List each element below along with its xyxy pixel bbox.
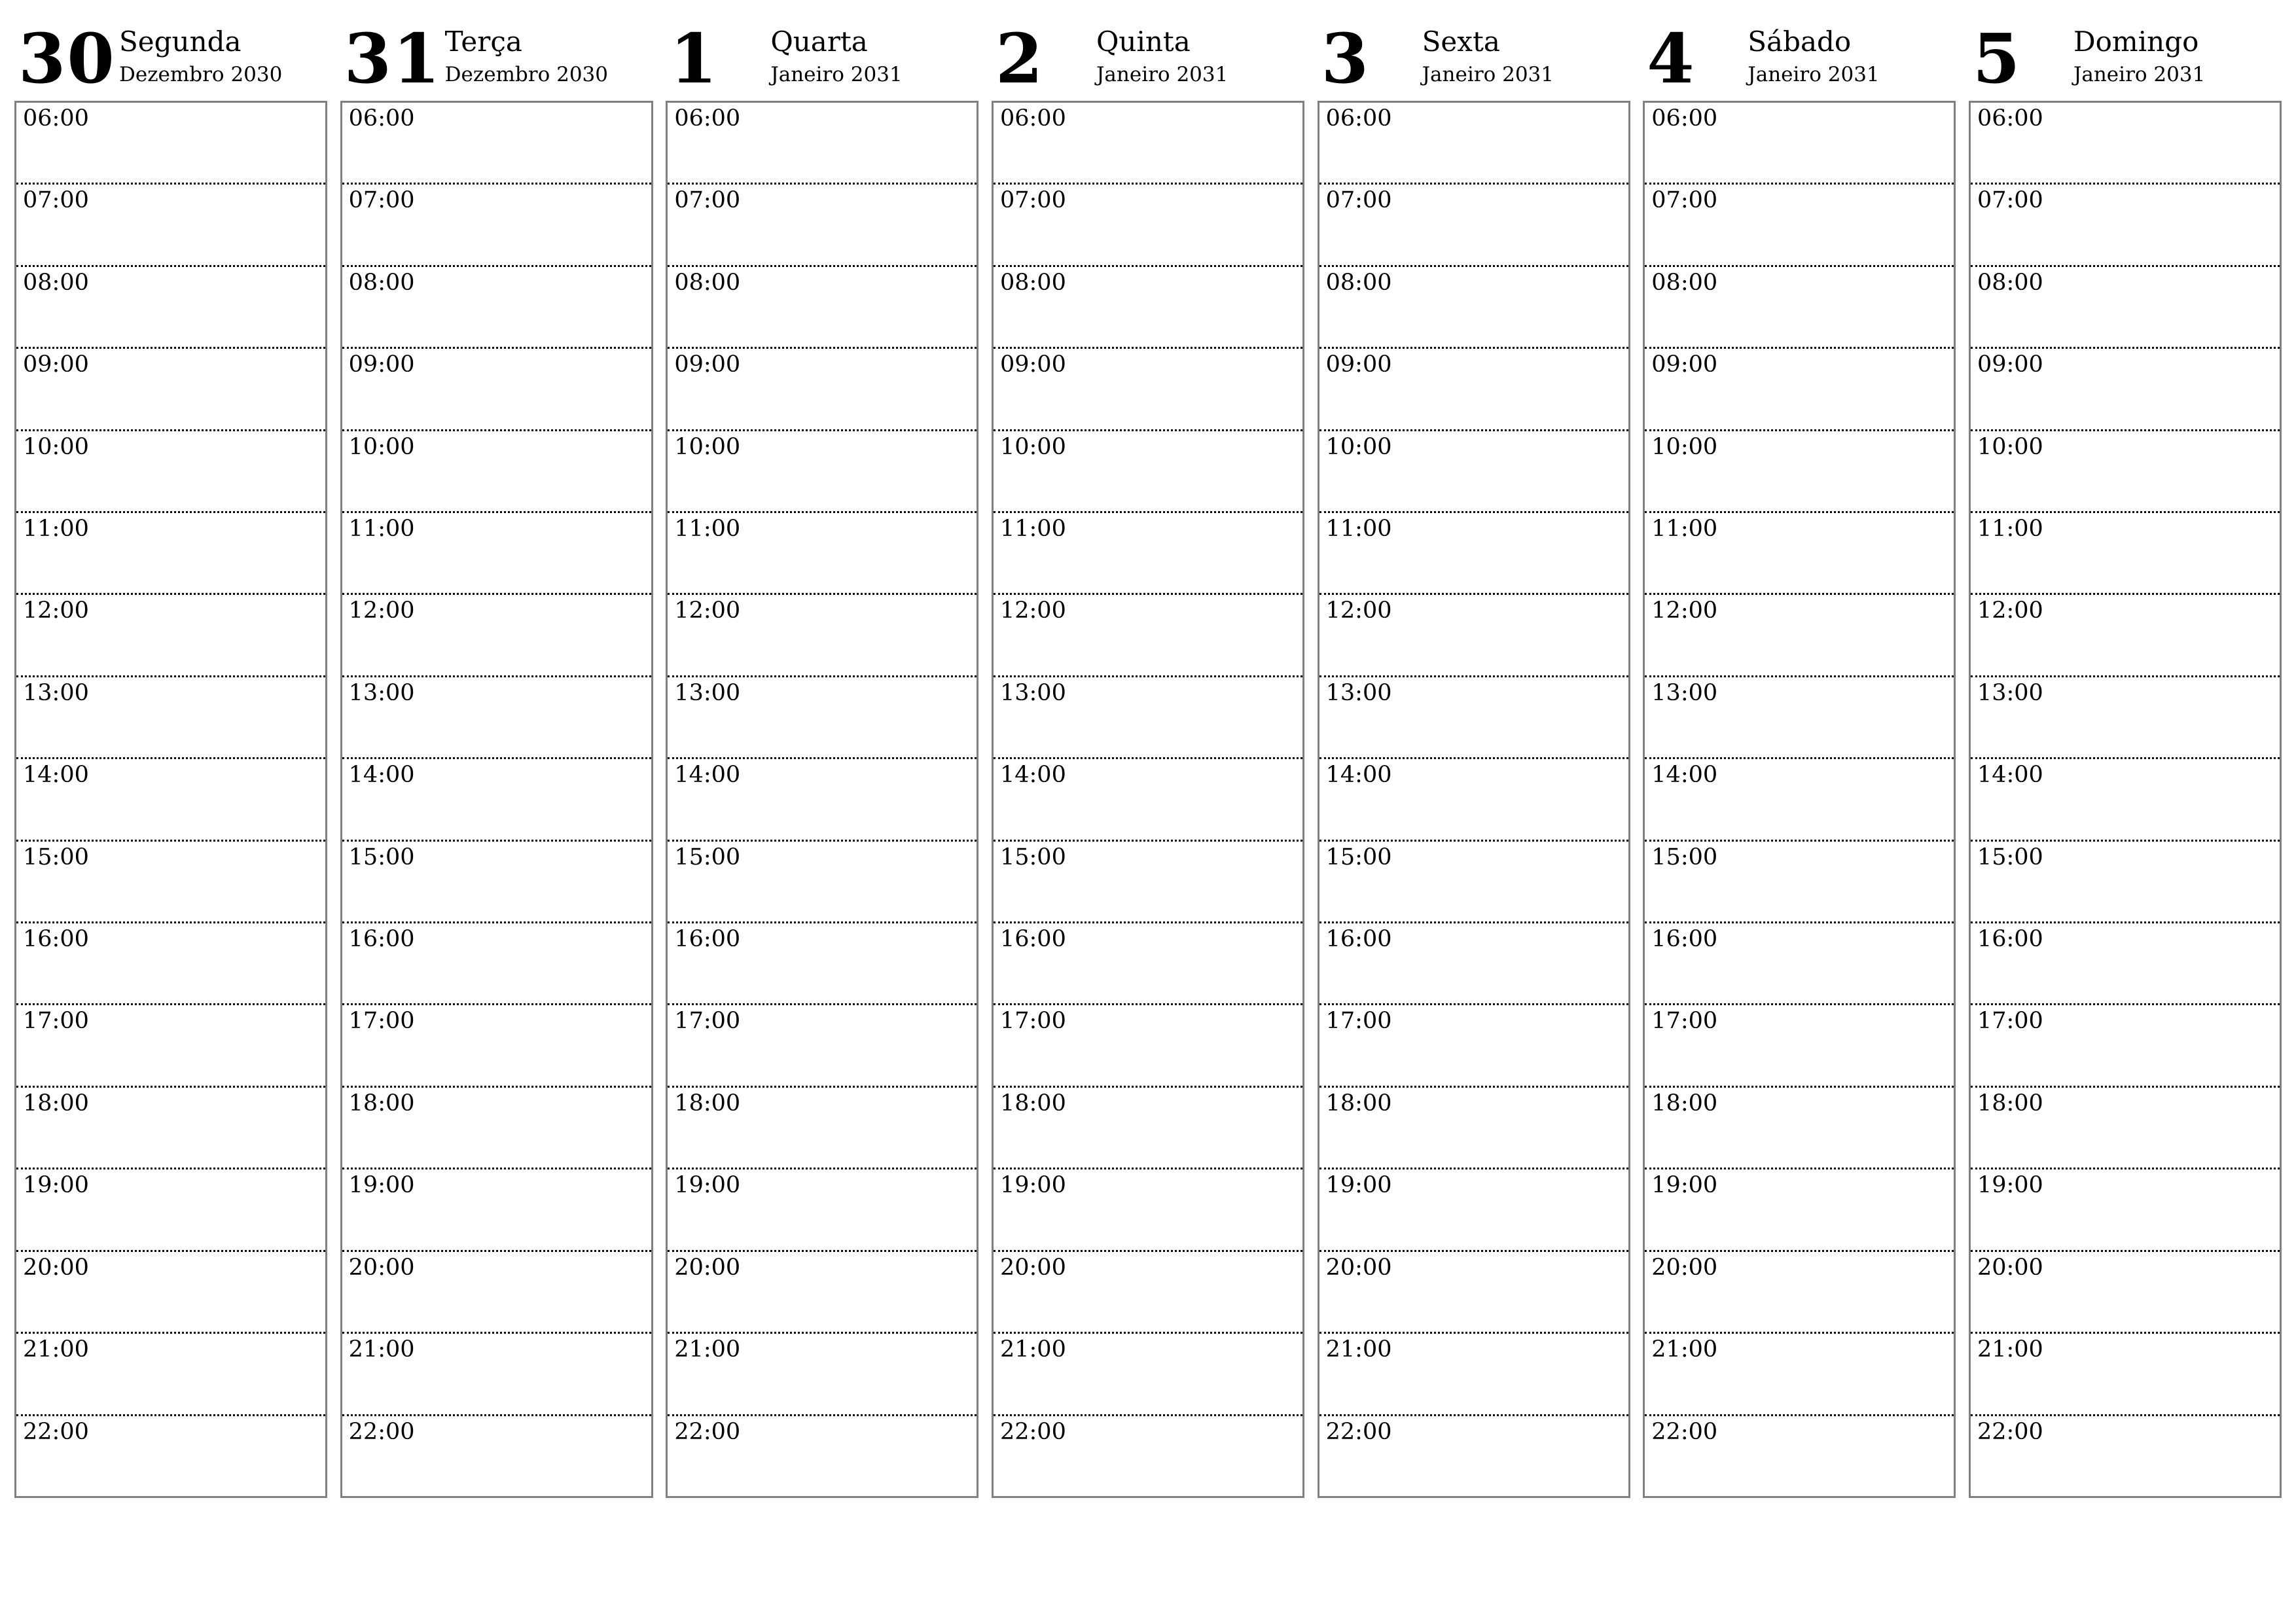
hour-slot[interactable] [342,1252,651,1334]
hour-slot[interactable] [342,1088,651,1169]
hour-slot[interactable] [668,677,977,759]
day-header [992,20,1304,101]
hour-label: 08:00 [23,269,89,296]
hour-label: 17:00 [23,1008,89,1035]
hour-label: 10:00 [999,433,1066,460]
hour-slot[interactable] [1645,349,1954,431]
day-header [340,20,653,101]
weekly-planner [14,20,2282,1499]
day-number: 3 [1321,18,1370,99]
hour-label: 13:00 [1325,679,1392,706]
hour-slot[interactable] [1319,595,1628,677]
weekday-name: Terça [444,26,522,58]
month-year: Janeiro 2031 [1096,63,1229,86]
hour-label: 10:00 [348,433,415,460]
hour-grid [1643,101,1956,1498]
hour-label: 20:00 [1651,1254,1718,1281]
hour-slot[interactable] [1971,431,2280,513]
hour-slot[interactable] [16,923,325,1005]
hour-label: 19:00 [1651,1172,1718,1199]
day-column [340,20,653,1499]
hour-label: 07:00 [674,187,741,214]
hour-label: 07:00 [23,187,89,214]
hour-label: 12:00 [1651,597,1718,624]
hour-label: 16:00 [1651,926,1718,953]
hour-label: 06:00 [23,105,89,132]
hour-label: 11:00 [1651,516,1718,543]
hour-label: 17:00 [1651,1008,1718,1035]
hour-label: 09:00 [348,351,415,378]
hour-label: 12:00 [674,597,741,624]
weekday-name: Domingo [2073,26,2199,58]
hour-slot[interactable] [1971,1334,2280,1416]
hour-slot[interactable] [1645,759,1954,841]
hour-slot[interactable] [668,923,977,1005]
hour-label: 15:00 [1651,844,1718,870]
hour-label: 15:00 [674,844,741,870]
hour-label: 09:00 [1977,351,2043,378]
hour-grid [666,101,978,1498]
month-year: Dezembro 2030 [119,63,283,86]
hour-slot[interactable] [668,267,977,349]
hour-label: 20:00 [1977,1254,2043,1281]
hour-slot[interactable] [1971,1416,2280,1496]
hour-label: 09:00 [1651,351,1718,378]
hour-label: 13:00 [1977,679,2043,706]
hour-slot[interactable] [994,103,1302,185]
hour-slot[interactable] [994,1088,1302,1169]
hour-label: 19:00 [348,1172,415,1199]
weekday-name: Quinta [1096,26,1191,58]
weekday-name: Sexta [1422,26,1500,58]
hour-label: 18:00 [23,1090,89,1116]
hour-slot[interactable] [342,513,651,595]
hour-label: 10:00 [1977,433,2043,460]
hour-label: 22:00 [348,1418,415,1445]
hour-slot[interactable] [1645,513,1954,595]
hour-label: 15:00 [348,844,415,870]
hour-label: 07:00 [999,187,1066,214]
hour-slot[interactable] [1319,103,1628,185]
hour-slot[interactable] [1645,1416,1954,1496]
hour-slot[interactable] [1319,1416,1628,1496]
hour-slot[interactable] [668,185,977,266]
hour-label: 10:00 [1325,433,1392,460]
hour-label: 19:00 [674,1172,741,1199]
hour-slot[interactable] [994,1334,1302,1416]
hour-label: 18:00 [1325,1090,1392,1116]
hour-label: 19:00 [999,1172,1066,1199]
day-column [1969,20,2282,1499]
hour-label: 10:00 [1651,433,1718,460]
hour-slot[interactable] [1645,842,1954,923]
hour-label: 12:00 [999,597,1066,624]
hour-slot[interactable] [1645,1252,1954,1334]
day-header [666,20,978,101]
hour-slot[interactable] [1319,842,1628,923]
hour-label: 08:00 [348,269,415,296]
hour-label: 16:00 [1325,926,1392,953]
hour-grid [340,101,653,1498]
hour-slot[interactable] [668,595,977,677]
hour-slot[interactable] [1971,103,2280,185]
hour-label: 06:00 [1325,105,1392,132]
hour-slot[interactable] [668,759,977,841]
hour-slot[interactable] [16,513,325,595]
day-number: 31 [344,18,442,99]
hour-slot[interactable] [1645,595,1954,677]
hour-slot[interactable] [16,1334,325,1416]
hour-slot[interactable] [1645,1005,1954,1087]
hour-slot[interactable] [16,759,325,841]
hour-slot[interactable] [668,1005,977,1087]
hour-label: 13:00 [999,679,1066,706]
hour-slot[interactable] [16,103,325,185]
hour-label: 10:00 [674,433,741,460]
hour-label: 07:00 [348,187,415,214]
hour-label: 14:00 [1977,762,2043,789]
hour-label: 11:00 [23,516,89,543]
hour-slot[interactable] [994,1252,1302,1334]
hour-label: 07:00 [1325,187,1392,214]
hour-label: 11:00 [1977,516,2043,543]
hour-label: 06:00 [1977,105,2043,132]
hour-grid [1318,101,1630,1498]
hour-slot[interactable] [1971,349,2280,431]
month-year: Janeiro 2031 [2073,63,2206,86]
hour-label: 20:00 [999,1254,1066,1281]
hour-label: 08:00 [1977,269,2043,296]
hour-label: 19:00 [1325,1172,1392,1199]
hour-slot[interactable] [16,349,325,431]
hour-label: 20:00 [23,1254,89,1281]
hour-slot[interactable] [994,349,1302,431]
hour-slot[interactable] [342,1005,651,1087]
day-column [14,20,327,1499]
day-header [1318,20,1630,101]
hour-label: 11:00 [999,516,1066,543]
hour-slot[interactable] [16,842,325,923]
hour-slot[interactable] [1319,759,1628,841]
hour-slot[interactable] [994,431,1302,513]
hour-slot[interactable] [994,1416,1302,1496]
hour-label: 13:00 [23,679,89,706]
hour-label: 10:00 [23,433,89,460]
hour-label: 21:00 [999,1336,1066,1363]
hour-label: 17:00 [348,1008,415,1035]
hour-label: 12:00 [348,597,415,624]
hour-label: 20:00 [1325,1254,1392,1281]
hour-label: 22:00 [999,1418,1066,1445]
hour-label: 09:00 [999,351,1066,378]
hour-slot[interactable] [1645,923,1954,1005]
hour-slot[interactable] [1319,1088,1628,1169]
hour-slot[interactable] [994,923,1302,1005]
hour-label: 21:00 [1651,1336,1718,1363]
hour-slot[interactable] [342,185,651,266]
hour-slot[interactable] [1971,267,2280,349]
hour-slot[interactable] [1971,923,2280,1005]
hour-slot[interactable] [1645,1334,1954,1416]
hour-slot[interactable] [1319,349,1628,431]
hour-slot[interactable] [1319,1005,1628,1087]
hour-label: 07:00 [1651,187,1718,214]
hour-slot[interactable] [1645,267,1954,349]
hour-label: 14:00 [1651,762,1718,789]
month-year: Dezembro 2030 [444,63,609,86]
hour-label: 06:00 [348,105,415,132]
day-column [666,20,978,1499]
hour-slot[interactable] [1971,1005,2280,1087]
hour-label: 18:00 [999,1090,1066,1116]
hour-slot[interactable] [668,1088,977,1169]
hour-label: 21:00 [1977,1336,2043,1363]
hour-slot[interactable] [994,759,1302,841]
hour-slot[interactable] [1971,185,2280,266]
hour-slot[interactable] [1645,1088,1954,1169]
hour-label: 13:00 [348,679,415,706]
hour-label: 08:00 [1325,269,1392,296]
hour-slot[interactable] [1319,1334,1628,1416]
hour-label: 20:00 [674,1254,741,1281]
hour-slot[interactable] [342,677,651,759]
day-column [1643,20,1956,1499]
day-header [1969,20,2282,101]
hour-label: 17:00 [999,1008,1066,1035]
month-year: Janeiro 2031 [1422,63,1554,86]
hour-label: 21:00 [23,1336,89,1363]
hour-label: 22:00 [674,1418,741,1445]
hour-grid [992,101,1304,1498]
weekday-name: Segunda [119,26,242,58]
hour-label: 11:00 [348,516,415,543]
day-number: 5 [1972,18,2022,99]
hour-slot[interactable] [1645,677,1954,759]
day-header [1643,20,1956,101]
hour-label: 22:00 [1325,1418,1392,1445]
hour-slot[interactable] [342,759,651,841]
weekday-name: Quarta [770,26,868,58]
hour-label: 06:00 [1651,105,1718,132]
hour-label: 16:00 [1977,926,2043,953]
hour-slot[interactable] [1645,103,1954,185]
hour-slot[interactable] [16,677,325,759]
hour-label: 11:00 [674,516,741,543]
hour-slot[interactable] [668,1252,977,1334]
hour-slot[interactable] [16,431,325,513]
hour-slot[interactable] [994,677,1302,759]
hour-label: 14:00 [348,762,415,789]
hour-slot[interactable] [668,842,977,923]
hour-slot[interactable] [1645,431,1954,513]
hour-slot[interactable] [994,267,1302,349]
weekday-name: Sábado [1748,26,1852,58]
month-year: Janeiro 2031 [1748,63,1880,86]
hour-slot[interactable] [342,431,651,513]
hour-label: 16:00 [999,926,1066,953]
hour-label: 14:00 [674,762,741,789]
hour-slot[interactable] [16,267,325,349]
hour-slot[interactable] [1319,185,1628,266]
hour-slot[interactable] [1971,759,2280,841]
hour-slot[interactable] [1319,1252,1628,1334]
hour-slot[interactable] [342,267,651,349]
hour-slot[interactable] [16,1169,325,1251]
hour-label: 06:00 [674,105,741,132]
hour-label: 20:00 [348,1254,415,1281]
hour-label: 08:00 [1651,269,1718,296]
month-year: Janeiro 2031 [770,63,903,86]
hour-label: 15:00 [1977,844,2043,870]
hour-slot[interactable] [994,513,1302,595]
hour-slot[interactable] [1319,1169,1628,1251]
hour-slot[interactable] [1971,595,2280,677]
hour-label: 08:00 [999,269,1066,296]
hour-label: 22:00 [23,1418,89,1445]
hour-slot[interactable] [668,1334,977,1416]
hour-slot[interactable] [342,595,651,677]
hour-slot[interactable] [994,595,1302,677]
hour-label: 13:00 [674,679,741,706]
hour-slot[interactable] [1971,677,2280,759]
hour-slot[interactable] [994,1005,1302,1087]
hour-label: 15:00 [23,844,89,870]
hour-label: 18:00 [1977,1090,2043,1116]
hour-slot[interactable] [1645,1169,1954,1251]
hour-slot[interactable] [342,1416,651,1496]
hour-label: 14:00 [23,762,89,789]
hour-slot[interactable] [16,185,325,266]
hour-label: 12:00 [23,597,89,624]
hour-label: 16:00 [348,926,415,953]
hour-label: 08:00 [674,269,741,296]
hour-grid [1969,101,2282,1498]
hour-label: 15:00 [999,844,1066,870]
hour-slot[interactable] [16,1005,325,1087]
hour-slot[interactable] [1971,513,2280,595]
hour-slot[interactable] [1319,923,1628,1005]
hour-slot[interactable] [1971,1169,2280,1251]
hour-slot[interactable] [668,431,977,513]
hour-slot[interactable] [342,1169,651,1251]
hour-label: 19:00 [1977,1172,2043,1199]
hour-slot[interactable] [994,842,1302,923]
hour-slot[interactable] [668,1169,977,1251]
hour-label: 12:00 [1977,597,2043,624]
hour-slot[interactable] [342,842,651,923]
hour-slot[interactable] [342,923,651,1005]
hour-slot[interactable] [16,1252,325,1334]
hour-slot[interactable] [668,103,977,185]
hour-label: 11:00 [1325,516,1392,543]
day-number: 4 [1647,18,1696,99]
hour-slot[interactable] [668,1416,977,1496]
hour-label: 07:00 [1977,187,2043,214]
hour-label: 22:00 [1651,1418,1718,1445]
hour-label: 19:00 [23,1172,89,1199]
hour-label: 18:00 [348,1090,415,1116]
day-column [992,20,1304,1499]
hour-slot[interactable] [16,1088,325,1169]
hour-grid [14,101,327,1498]
hour-slot[interactable] [16,595,325,677]
day-column [1318,20,1630,1499]
hour-label: 21:00 [674,1336,741,1363]
day-header [14,20,327,101]
hour-slot[interactable] [1319,677,1628,759]
hour-label: 22:00 [1977,1418,2043,1445]
hour-slot[interactable] [668,513,977,595]
hour-label: 17:00 [1977,1008,2043,1035]
hour-slot[interactable] [1971,1252,2280,1334]
hour-slot[interactable] [1971,1088,2280,1169]
hour-label: 14:00 [999,762,1066,789]
hour-label: 17:00 [1325,1008,1392,1035]
day-number: 1 [670,18,719,99]
hour-label: 16:00 [674,926,741,953]
hour-slot[interactable] [1319,431,1628,513]
hour-label: 16:00 [23,926,89,953]
hour-slot[interactable] [1319,267,1628,349]
hour-label: 14:00 [1325,762,1392,789]
hour-slot[interactable] [1971,842,2280,923]
hour-slot[interactable] [1319,513,1628,595]
hour-slot[interactable] [342,1334,651,1416]
hour-label: 15:00 [1325,844,1392,870]
hour-slot[interactable] [994,1169,1302,1251]
hour-label: 18:00 [674,1090,741,1116]
hour-slot[interactable] [668,349,977,431]
hour-label: 09:00 [1325,351,1392,378]
hour-label: 12:00 [1325,597,1392,624]
hour-slot[interactable] [994,185,1302,266]
hour-label: 17:00 [674,1008,741,1035]
hour-label: 18:00 [1651,1090,1718,1116]
hour-label: 09:00 [674,351,741,378]
day-number: 2 [995,18,1045,99]
hour-slot[interactable] [342,103,651,185]
hour-slot[interactable] [16,1416,325,1496]
hour-label: 09:00 [23,351,89,378]
hour-label: 06:00 [999,105,1066,132]
hour-slot[interactable] [1645,185,1954,266]
hour-label: 13:00 [1651,679,1718,706]
hour-slot[interactable] [342,349,651,431]
hour-label: 21:00 [348,1336,415,1363]
hour-label: 21:00 [1325,1336,1392,1363]
day-number: 30 [18,18,116,99]
